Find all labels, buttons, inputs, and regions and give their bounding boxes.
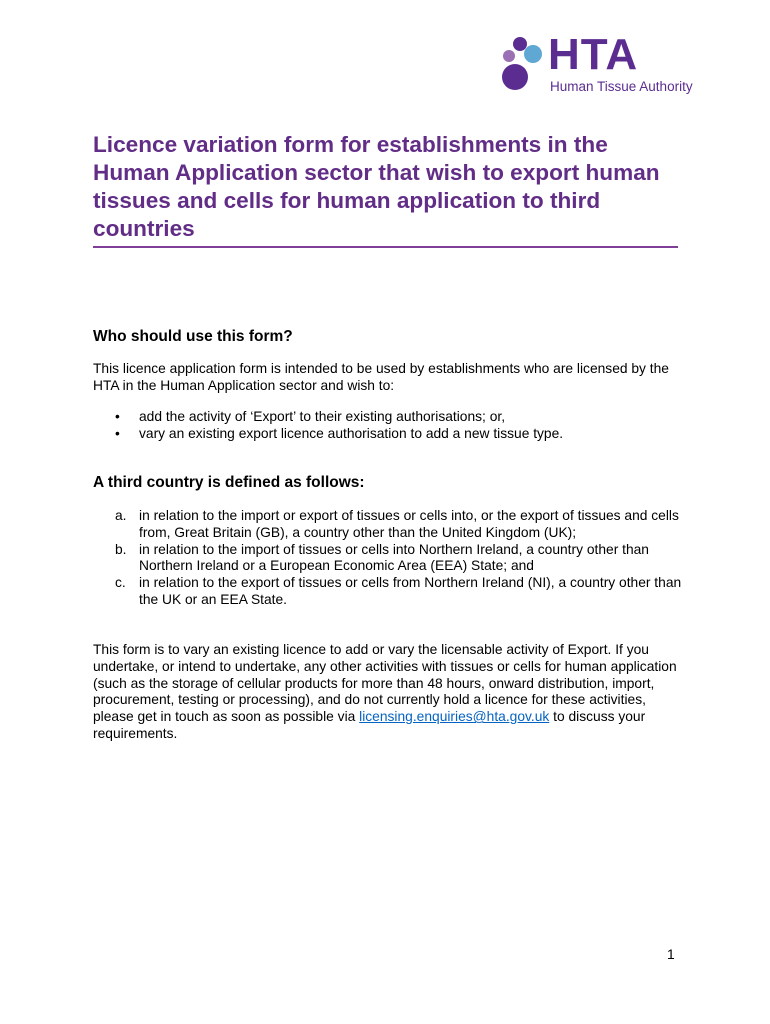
list-item	[93, 408, 563, 425]
list-marker: a.	[115, 508, 127, 523]
page-number: 1	[667, 947, 675, 962]
list-item	[93, 575, 683, 609]
bullet-text: vary an existing export licence authorisation to add a new tissue type.	[139, 426, 564, 441]
list-item	[93, 508, 683, 542]
intro-paragraph: This licence application form is intended to be used by establishments who are licensed by the HTA in the Human Application sector and wish to:	[93, 361, 669, 393]
definition-text: in relation to the export of tissues or cells from Northern Ireland (NI), a country other than the UK or an EEA State.	[139, 575, 682, 607]
list-marker: c.	[115, 575, 126, 591]
bullet-icon: •	[115, 409, 120, 424]
hta-logo-dots-icon	[498, 34, 548, 94]
bullet-text: add the activity of ‘Export’ to their existing authorisations; or,	[139, 409, 506, 424]
definition-list	[93, 508, 683, 609]
activity-bullet-list	[93, 408, 563, 442]
closing-paragraph	[93, 642, 683, 743]
closing-suffix: to discuss your requirements.	[93, 709, 646, 741]
list-marker: b.	[115, 541, 127, 557]
definition-text: in relation to the import or export of tissues or cells into, or the export of tissues and cells from, Great Britain (GB), a country other than the United Kingdom (UK);	[139, 508, 679, 540]
list-item	[93, 542, 683, 576]
title-divider	[93, 246, 678, 248]
section-heading-who: Who should use this form?	[93, 328, 293, 345]
closing-text: This form is to vary an existing licence to add or vary the licensable activity of Export. If you undertake, or intend to undertake, any other activities with tissues or cells for human application (such as the storage of cellular products for more than 48 hours, onward distribution, import, procurement, testing or processing), and do not currently hold a licence for these activities, please get in touch as soon as possible via	[93, 642, 677, 725]
logo-tagline: Human Tissue Authority	[550, 79, 693, 94]
page-title: Licence variation form for establishments in the Human Application sector that wish to export human tissues and cells for human application to third countries	[93, 132, 660, 241]
section-heading-third-country: A third country is defined as follows:	[93, 474, 365, 491]
hta-logo	[498, 30, 718, 98]
bullet-icon: •	[115, 426, 120, 441]
definition-text: in relation to the import of tissues or cells into Northern Ireland, a country other than Northern Ireland or a European Economic Area (EEA) State; and	[139, 541, 649, 574]
list-item	[93, 425, 563, 442]
logo-wordmark: HTA	[548, 30, 639, 79]
email-link[interactable]: licensing.enquiries@hta.gov.uk	[359, 709, 550, 725]
